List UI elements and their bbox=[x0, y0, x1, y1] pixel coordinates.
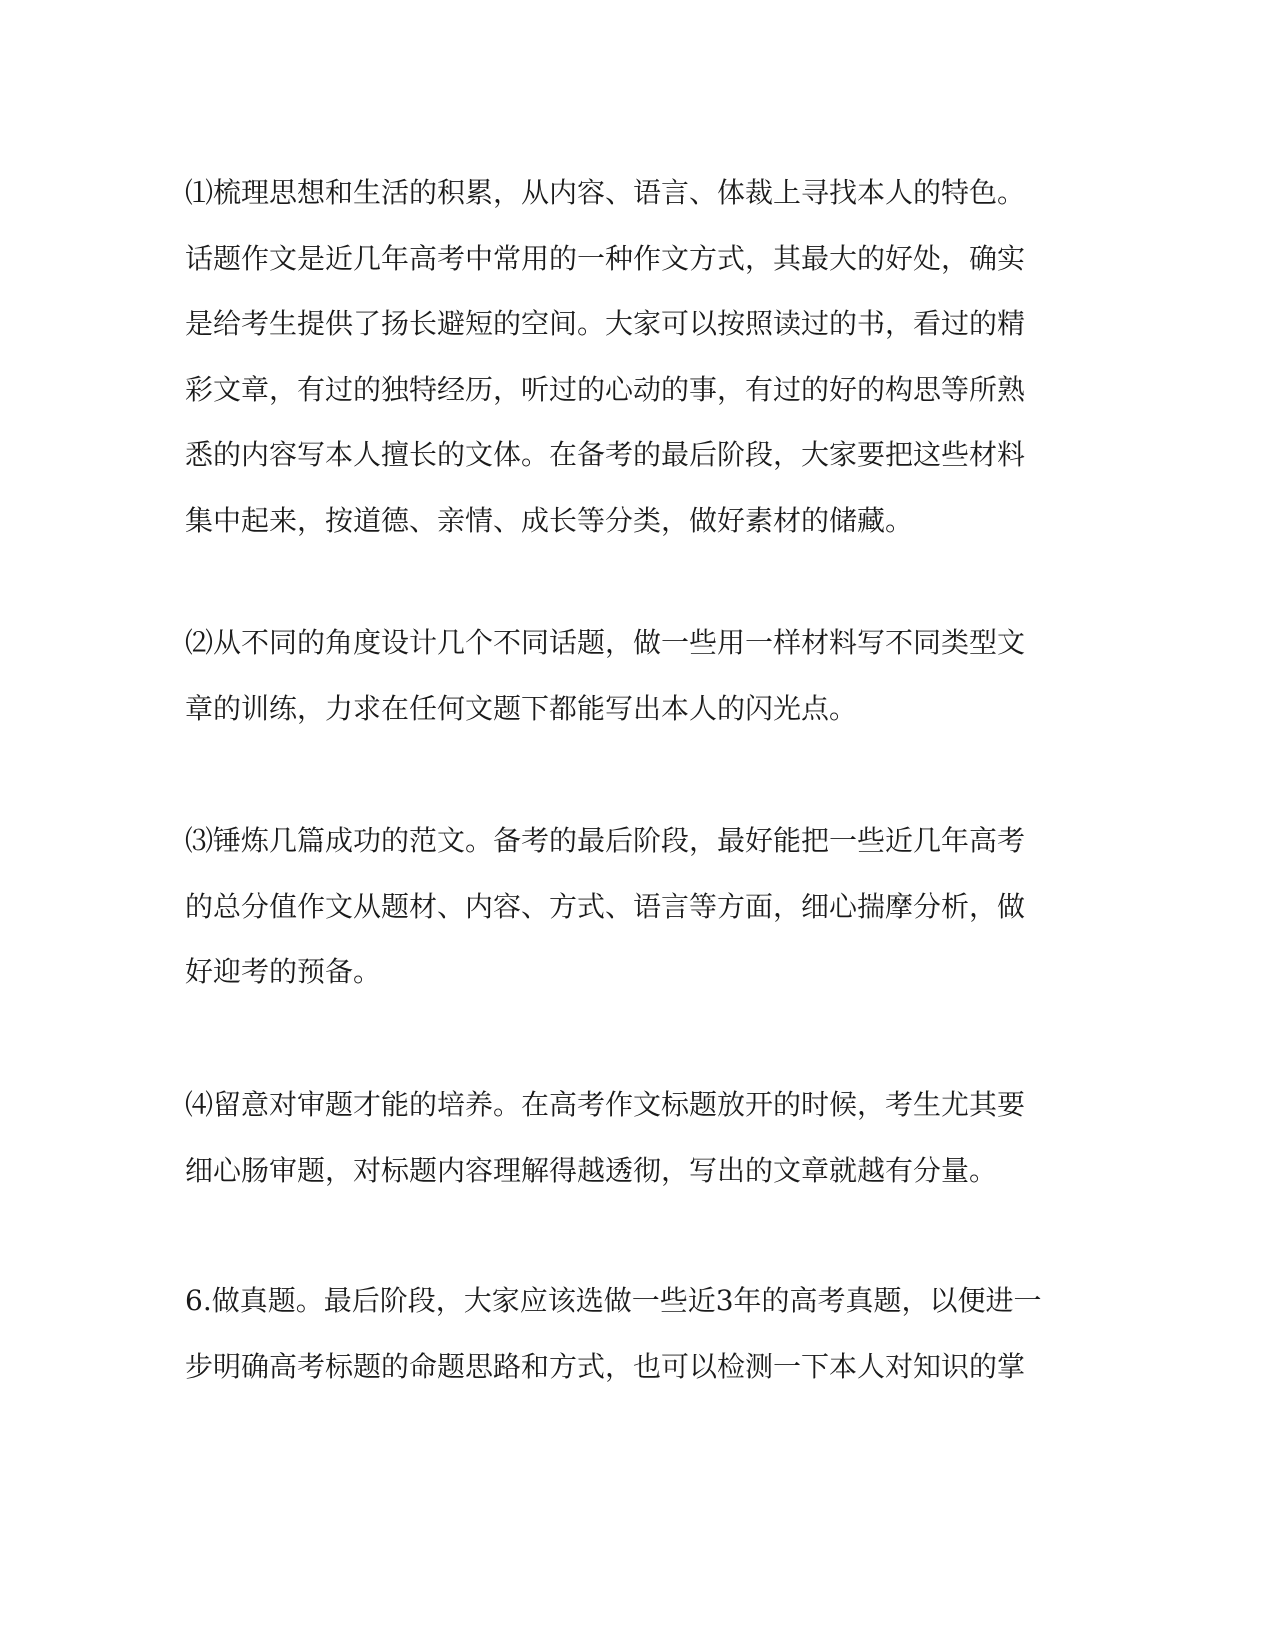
text-line: 集中起来，按道德、亲情、成长等分类，做好素材的储藏。 bbox=[185, 503, 914, 537]
text-line: 步明确高考标题的命题思路和方式，也可以检测一下本人对知识的掌 bbox=[185, 1349, 1026, 1383]
paragraph-4 bbox=[185, 1072, 1085, 1203]
text-line: 彩文章，有过的独特经历，听过的心动的事，有过的好的构思等所熟 bbox=[185, 372, 1026, 406]
text-line: 6.做真题。最后阶段，大家应该选做一些近3年的高考真题，以便进一 bbox=[185, 1284, 1042, 1317]
text-line: 好迎考的预备。 bbox=[185, 955, 382, 988]
text-line: 章的训练，力求在任何文题下都能写出本人的闪光点。 bbox=[185, 691, 858, 725]
text-line: 话题作文是近几年高考中常用的一种作文方式，其最大的好处，确实 bbox=[185, 241, 1026, 275]
text-line: 是给考生提供了扬长避短的空间。大家可以按照读过的书，看过的精 bbox=[185, 307, 1026, 340]
text-line: 的总分值作文从题材、内容、方式、语言等方面，细心揣摩分析，做 bbox=[185, 889, 1026, 923]
paragraph-3 bbox=[185, 808, 1085, 1005]
text-line: ⑵从不同的角度设计几个不同话题，做一些用一样材料写不同类型文 bbox=[185, 626, 1026, 659]
text-line: ⑷留意对审题才能的培养。在高考作文标题放开的时候，考生尤其要 bbox=[185, 1088, 1026, 1121]
paragraph-2 bbox=[185, 610, 1085, 741]
text-line: ⑴梳理思想和生活的积累，从内容、语言、体裁上寻找本人的特色。 bbox=[185, 176, 1026, 209]
text-line: ⑶锤炼几篇成功的范文。备考的最后阶段，最好能把一些近几年高考 bbox=[185, 824, 1026, 857]
paragraph-5 bbox=[185, 1268, 1085, 1399]
text-line: 细心肠审题，对标题内容理解得越透彻，写出的文章就越有分量。 bbox=[185, 1153, 998, 1187]
paragraph-1 bbox=[185, 160, 1085, 553]
text-line: 悉的内容写本人擅长的文体。在备考的最后阶段，大家要把这些材料 bbox=[185, 438, 1026, 471]
